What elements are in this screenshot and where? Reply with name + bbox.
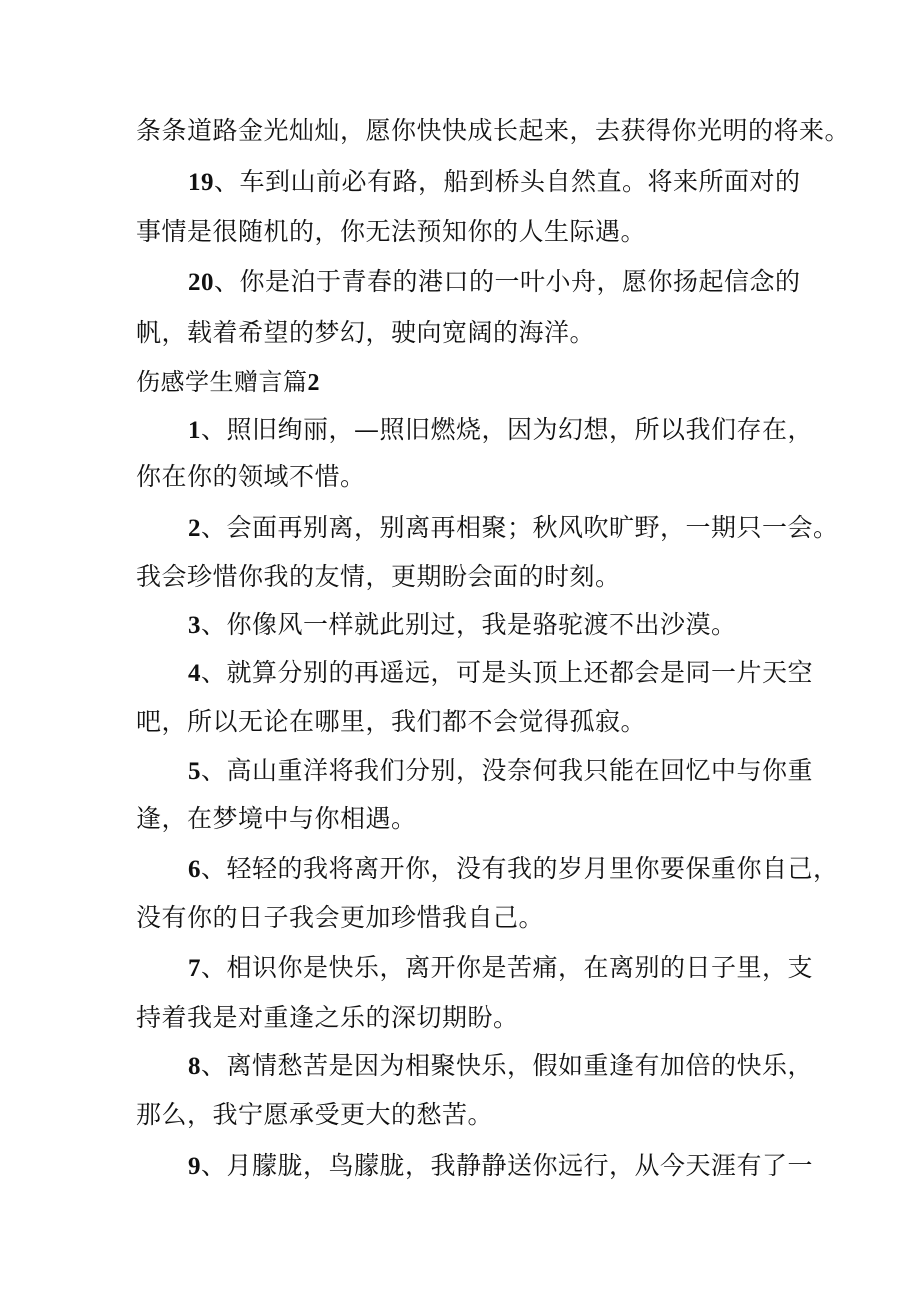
line-text: 那么，我宁愿承受更大的愁苦。 bbox=[136, 1100, 494, 1129]
text-line bbox=[136, 706, 796, 738]
line-text: 、高山重洋将我们分别，没奈何我只能在回忆中与你重 bbox=[201, 756, 814, 785]
line-text: 没有你的日子我会更加珍惜我自己。 bbox=[136, 903, 545, 932]
line-text: 、就算分别的再遥远，可是头顶上还都会是同一片天空 bbox=[201, 658, 814, 687]
numbered-item bbox=[188, 414, 848, 447]
numbered-item bbox=[188, 853, 848, 886]
item-number: 3 bbox=[188, 612, 201, 639]
numbered-item bbox=[188, 609, 848, 642]
text-line bbox=[136, 216, 796, 248]
line-text: 条条道路金光灿灿，愿你快快成长起来，去获得你光明的将来。 bbox=[136, 116, 851, 145]
line-text: 事情是很随机的，你无法预知你的人生际遇。 bbox=[136, 217, 647, 246]
numbered-item bbox=[188, 755, 848, 788]
line-text: 持着我是对重逢之乐的深切期盼。 bbox=[136, 1003, 519, 1032]
numbered-item bbox=[188, 266, 848, 299]
numbered-item bbox=[188, 166, 848, 199]
text-line bbox=[136, 561, 796, 593]
line-text: 、离情愁苦是因为相聚快乐，假如重逢有加倍的快乐， bbox=[201, 1051, 814, 1080]
line-text: 、轻轻的我将离开你，没有我的岁月里你要保重你自己， bbox=[201, 854, 839, 883]
numbered-item bbox=[188, 657, 848, 690]
heading-text: 伤感学生赠言篇 bbox=[136, 368, 308, 396]
line-text: 吧，所以无论在哪里，我们都不会觉得孤寂。 bbox=[136, 707, 647, 736]
line-text: 、车到山前必有路，船到桥头自然直。将来所面对的 bbox=[214, 167, 801, 196]
item-number: 7 bbox=[188, 955, 201, 982]
item-number: 2 bbox=[188, 515, 201, 542]
numbered-item bbox=[188, 1150, 848, 1183]
line-text: 、你像风一样就此别过，我是骆驼渡不出沙漠。 bbox=[201, 610, 737, 639]
text-line bbox=[136, 461, 796, 493]
line-text: 、会面再别离，别离再相聚；秋风吹旷野，一期只一会。 bbox=[201, 513, 839, 542]
text-line bbox=[136, 317, 796, 349]
item-number: 4 bbox=[188, 660, 201, 687]
item-number: 1 bbox=[188, 417, 201, 444]
text-line bbox=[136, 1099, 796, 1131]
item-number: 9 bbox=[188, 1153, 201, 1180]
line-text: 我会珍惜你我的友情，更期盼会面的时刻。 bbox=[136, 562, 621, 591]
line-text: 帆，载着希望的梦幻，驶向宽阔的海洋。 bbox=[136, 318, 596, 347]
numbered-item bbox=[188, 512, 848, 545]
item-number: 8 bbox=[188, 1053, 201, 1080]
item-number: 20 bbox=[188, 269, 214, 296]
text-line bbox=[136, 803, 796, 835]
line-text: 、月朦胧，鸟朦胧，我静静送你远行，从今天涯有了一 bbox=[201, 1151, 814, 1180]
text-line bbox=[136, 1002, 796, 1034]
line-text: 、相识你是快乐，离开你是苦痛，在离别的日子里，支 bbox=[201, 953, 814, 982]
line-text: 、你是泊于青春的港口的一叶小舟，愿你扬起信念的 bbox=[214, 267, 801, 296]
line-text: 逢，在梦境中与你相遇。 bbox=[136, 804, 417, 833]
item-number: 5 bbox=[188, 758, 201, 785]
numbered-item bbox=[188, 1050, 848, 1083]
numbered-item bbox=[188, 952, 848, 985]
section-heading bbox=[136, 366, 796, 399]
item-number: 6 bbox=[188, 856, 201, 883]
line-text: 你在你的领域不惜。 bbox=[136, 462, 366, 491]
item-number: 19 bbox=[188, 169, 214, 196]
text-line bbox=[136, 902, 796, 934]
line-text: 、照旧绚丽，—照旧燃烧，因为幻想，所以我们存在， bbox=[201, 415, 814, 444]
heading-number: 2 bbox=[307, 370, 320, 396]
text-line bbox=[136, 115, 851, 147]
